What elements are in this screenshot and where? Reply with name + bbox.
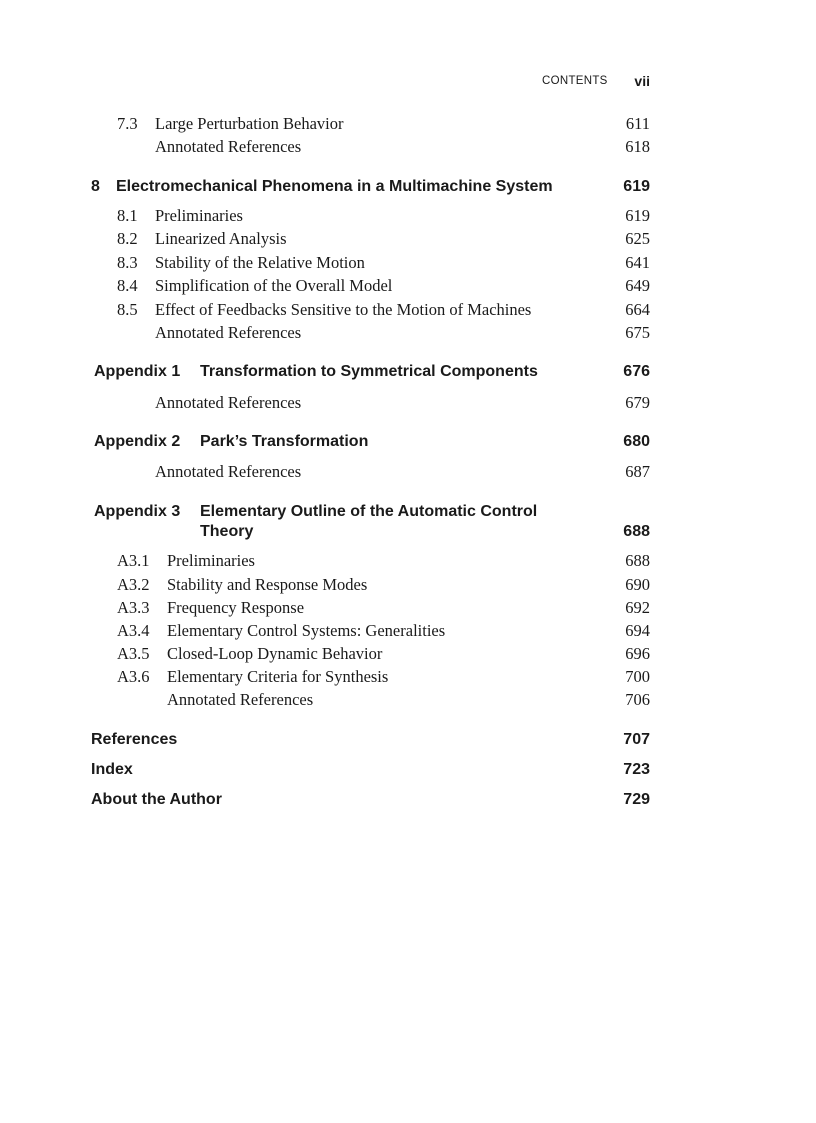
toc-references-title: Annotated References	[155, 462, 302, 481]
toc-section-title: Elementary Control Systems: Generalities	[167, 621, 446, 640]
appendix-label: Appendix 2	[94, 433, 181, 450]
toc-section-title: Stability and Response Modes	[167, 575, 368, 594]
toc-section-page: 641	[625, 253, 650, 272]
appendix-page: 688	[623, 523, 650, 540]
toc-section-page: 696	[625, 644, 650, 663]
appendix-title: Transformation to Symmetrical Components	[200, 363, 538, 380]
toc-section-number: A3.6	[117, 667, 150, 686]
toc-references-title: Annotated References	[155, 323, 302, 342]
toc-section-number: 8.1	[117, 206, 138, 225]
toc-section-page: 625	[625, 229, 650, 248]
toc-references-page: 687	[625, 462, 650, 481]
toc-section-page: 688	[625, 551, 650, 570]
toc-references-page: 675	[625, 323, 650, 342]
toc-references-page: 618	[625, 137, 650, 156]
toc-section-number: 8.5	[117, 300, 138, 319]
toc-section-title: Stability of the Relative Motion	[155, 253, 365, 272]
appendix-title: Park’s Transformation	[200, 433, 369, 450]
toc-section-page: 692	[625, 598, 650, 617]
toc-section-page: 664	[625, 300, 650, 319]
toc-section-title: Frequency Response	[167, 598, 305, 617]
appendix-title-line1: Elementary Outline of the Automatic Control	[200, 503, 538, 520]
toc-section-number: 8.3	[117, 253, 138, 272]
appendix-page: 680	[623, 433, 650, 450]
toc-section-number: 8.4	[117, 276, 138, 295]
toc-section-title: Large Perturbation Behavior	[155, 114, 344, 133]
running-header-label: CONTENTS	[542, 75, 608, 87]
backmatter-page: 723	[623, 761, 650, 778]
toc-section-page: 611	[625, 114, 650, 133]
toc-section-number: A3.1	[117, 551, 150, 570]
toc-section-number: A3.2	[117, 575, 150, 594]
chapter-title: Electromechanical Phenomena in a Multimachine System	[116, 178, 553, 195]
toc-section-page: 694	[625, 621, 650, 640]
backmatter-page: 729	[623, 791, 650, 808]
toc-section-number: 8.2	[117, 229, 138, 248]
toc-section-title: Closed-Loop Dynamic Behavior	[167, 644, 383, 663]
page-number: vii	[634, 73, 650, 89]
toc-section-number: A3.3	[117, 598, 150, 617]
toc-section-title: Simplification of the Overall Model	[155, 276, 393, 295]
toc-section-number: 7.3	[117, 114, 138, 133]
chapter-page: 619	[623, 178, 650, 195]
toc-section-number: A3.5	[117, 644, 150, 663]
backmatter-title: References	[91, 731, 178, 748]
toc-section-page: 619	[625, 206, 650, 225]
toc-section-title: Linearized Analysis	[155, 229, 287, 248]
toc-section-title: Preliminaries	[167, 551, 255, 570]
appendix-label: Appendix 1	[94, 363, 181, 380]
appendix-label: Appendix 3	[94, 503, 181, 520]
backmatter-title: Index	[91, 761, 133, 778]
toc-section-page: 700	[625, 667, 650, 686]
toc-references-title: Annotated References	[155, 137, 302, 156]
toc-references-page: 679	[625, 393, 650, 412]
toc-section-title: Preliminaries	[155, 206, 243, 225]
chapter-number: 8	[91, 178, 100, 195]
toc-section-page: 649	[625, 276, 650, 295]
toc-references-title: Annotated References	[155, 393, 302, 412]
appendix-page: 676	[623, 363, 650, 380]
toc-section-page: 690	[625, 575, 650, 594]
toc-references-page: 706	[625, 690, 650, 709]
toc-section-title: Effect of Feedbacks Sensitive to the Motion of Machines	[155, 300, 532, 319]
toc-section-number: A3.4	[117, 621, 150, 640]
backmatter-title: About the Author	[91, 791, 222, 808]
appendix-title-line2: Theory	[200, 523, 254, 540]
toc-section-title: Elementary Criteria for Synthesis	[167, 667, 389, 686]
toc-references-title: Annotated References	[167, 690, 314, 709]
backmatter-page: 707	[623, 731, 650, 748]
